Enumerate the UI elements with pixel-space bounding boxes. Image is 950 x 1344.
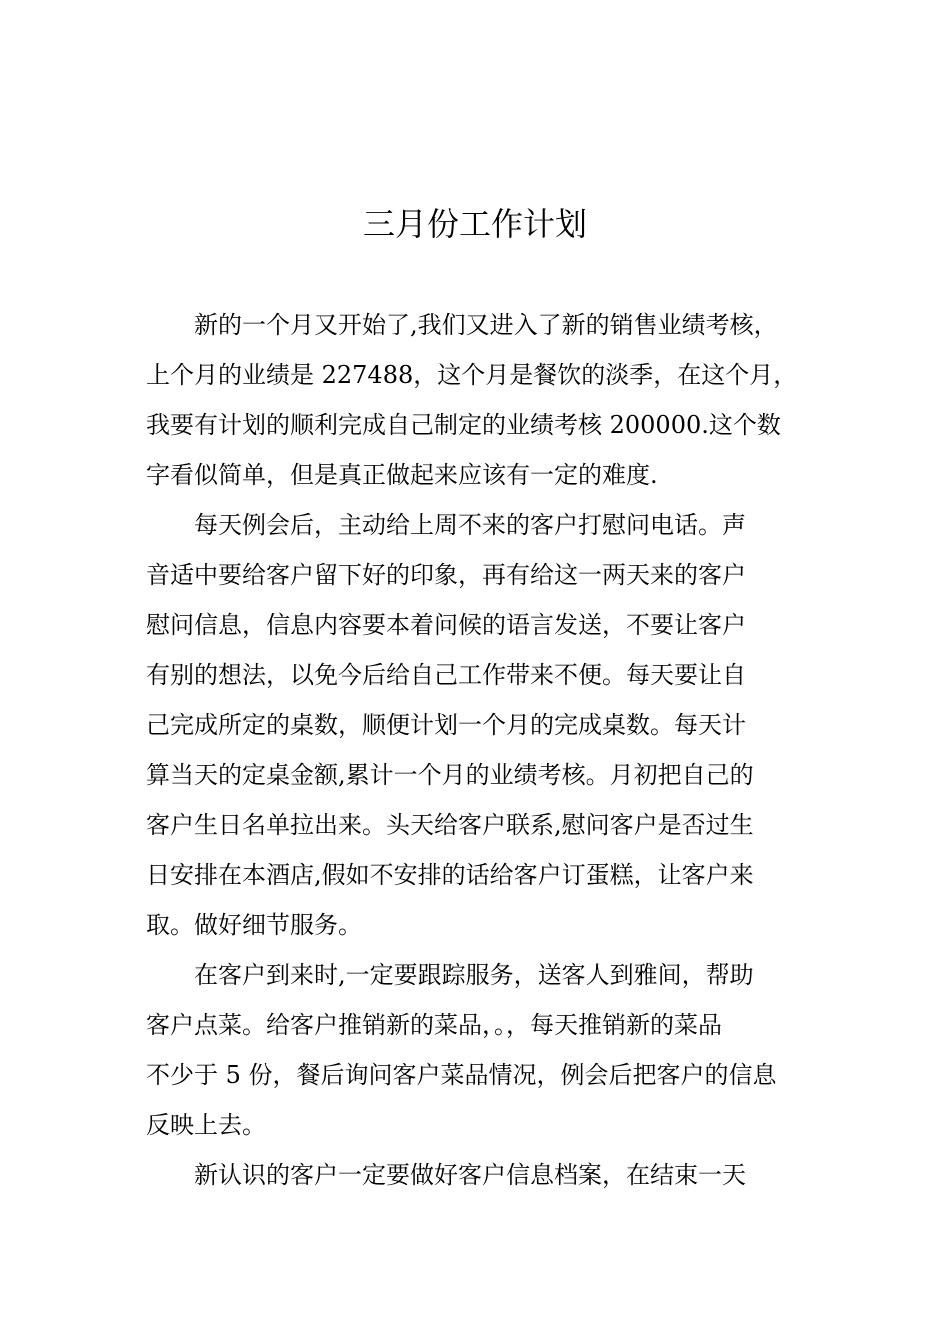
text-line: 己完成所定的桌数，顺便计划一个月的完成桌数。每天计 [146,711,746,739]
paragraph-4 [146,1150,816,1200]
text-line: 慰问信息，信息内容要本着问候的语言发送，不要让客户 [146,611,746,639]
document-body [146,300,816,1200]
text-line: 算当天的定桌金额,累计一个月的业绩考核。月初把自己的 [146,761,754,789]
document-title: 三月份工作计划 [362,205,587,243]
text-line: 我要有计划的顺利完成自己制定的业绩考核 200000.这个数 [146,411,781,439]
text-line: 日安排在本酒店,假如不安排的话给客户订蛋糕，让客户来 [146,861,754,889]
text-line: 上个月的业绩是 227488，这个月是餐饮的淡季，在这个月， [146,361,798,389]
text-line: 字看似简单，但是真正做起来应该有一定的难度. [146,461,658,489]
text-line: 客户点菜。给客户推销新的菜品，。，每天推销新的菜品 [146,1011,722,1039]
text-line: 反映上去。 [146,1111,266,1139]
text-line: 在客户到来时,一定要跟踪服务，送客人到雅间，帮助 [194,961,754,989]
paragraph-1 [146,300,816,500]
text-line: 客户生日名单拉出来。头天给客户联系,慰问客户是否过生 [146,811,754,839]
text-line: 每天例会后，主动给上周不来的客户打慰问电话。声 [194,511,746,539]
text-line: 取。做好细节服务。 [146,911,362,939]
text-line: 不少于 5 份，餐后询问客户菜品情况，例会后把客户的信息 [146,1061,777,1089]
text-line: 新的一个月又开始了,我们又进入了新的销售业绩考核， [194,311,778,339]
text-line: 新认识的客户一定要做好客户信息档案，在结束一天 [194,1161,746,1189]
text-line: 有别的想法，以免今后给自己工作带来不便。每天要让自 [146,661,746,689]
paragraph-2 [146,500,816,950]
paragraph-3 [146,950,816,1150]
text-line: 音适中要给客户留下好的印象，再有给这一两天来的客户 [146,561,746,589]
